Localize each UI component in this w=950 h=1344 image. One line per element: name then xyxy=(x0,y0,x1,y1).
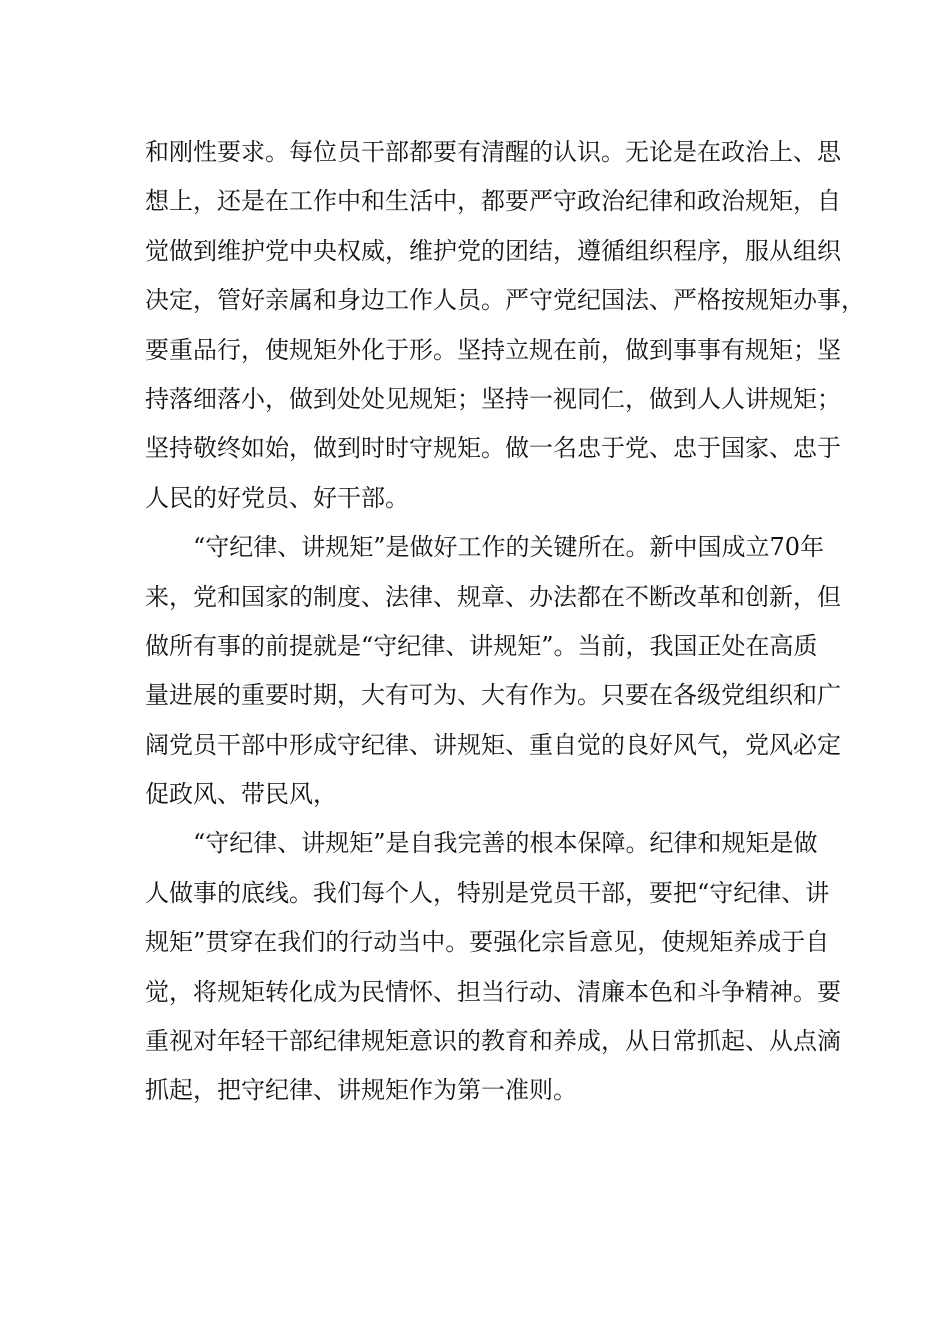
text-line: 决定，管好亲属和身边工作人员。严守党纪国法、严格按规矩办事， xyxy=(145,286,865,315)
text-line: 抓起，把守纪律、讲规矩作为第一准则。 xyxy=(145,1076,577,1105)
document-body xyxy=(145,128,865,1116)
text-line: 要重品行，使规矩外化于形。坚持立规在前，做到事事有规矩；坚 xyxy=(145,335,841,364)
text-line: 重视对年轻干部纪律规矩意识的教育和养成，从日常抓起、从点滴 xyxy=(145,1027,841,1056)
text-line: 促政风、带民风， xyxy=(145,780,337,809)
text-line: 和刚性要求。每位员干部都要有清醒的认识。无论是在政治上、思 xyxy=(145,138,841,166)
paragraph xyxy=(145,128,865,523)
text-line: 坚持敬终如始，做到时时守规矩。做一名忠于党、忠于国家、忠于 xyxy=(145,434,841,463)
text-line: “守纪律、讲规矩”是自我完善的根本保障。纪律和规矩是做 xyxy=(193,829,818,858)
text-line: 做所有事的前提就是“守纪律、讲规矩”。当前，我国正处在高质 xyxy=(145,631,818,660)
text-line: 量进展的重要时期，大有可为、大有作为。只要在各级党组织和广 xyxy=(145,681,841,710)
text-line: 觉做到维护党中央权威，维护党的团结，遵循组织程序，服从组织 xyxy=(145,236,841,265)
text-line: 阔党员干部中形成守纪律、讲规矩、重自觉的良好风气，党风必定 xyxy=(145,730,841,759)
text-line: 人民的好党员、好干部。 xyxy=(145,483,409,512)
paragraph xyxy=(145,523,841,819)
text-line: 持落细落小，做到处处见规矩；坚持一视同仁，做到人人讲规矩； xyxy=(145,384,841,413)
text-line: 觉，将规矩转化成为民情怀、担当行动、清廉本色和斗争精神。要 xyxy=(145,977,841,1006)
paragraph xyxy=(145,819,841,1115)
text-line: 来，党和国家的制度、法律、规章、办法都在不断改革和创新，但 xyxy=(145,582,841,611)
text-line: 人做事的底线。我们每个人，特别是党员干部，要把“守纪律、讲 xyxy=(145,878,830,907)
text-line: 规矩”贯穿在我们的行动当中。要强化宗旨意见，使规矩养成于自 xyxy=(145,928,830,957)
text-line: 想上，还是在工作中和生活中，都要严守政治纪律和政治规矩，自 xyxy=(145,187,841,216)
text-line: “守纪律、讲规矩”是做好工作的关键所在。新中国成立70年 xyxy=(193,533,825,562)
